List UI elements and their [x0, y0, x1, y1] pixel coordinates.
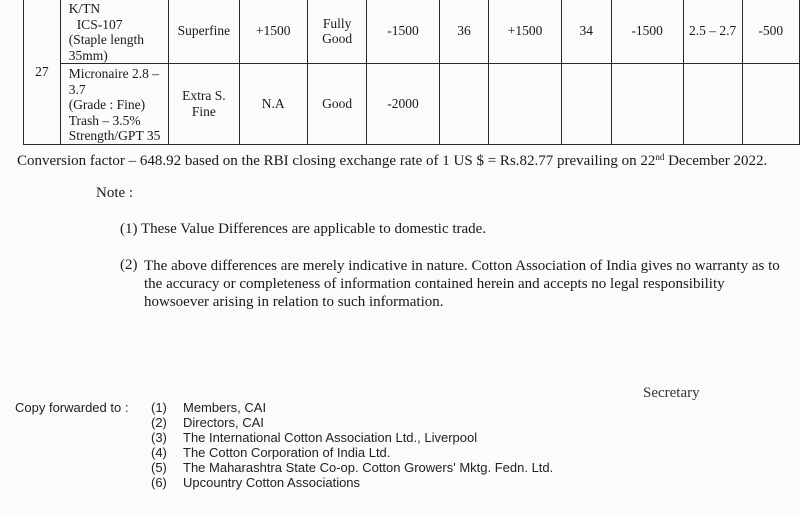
table-cell [742, 64, 799, 145]
spec-line: K/TN [68, 1, 101, 16]
spec-line: 3.7 [68, 81, 86, 97]
table-cell: Good [307, 64, 367, 145]
conversion-text: Conversion factor – 648.92 based on the RBI closing exchange rate of 1 US $ = Rs.82.77 prevailing on 22 [17, 153, 656, 169]
table-cell: -1500 [367, 0, 439, 64]
list-item [151, 445, 390, 461]
note-heading: Note : [96, 185, 134, 201]
list-item-text: The International Cotton Association Ltd., Liverpool [183, 430, 478, 445]
list-item-number: (2) [151, 415, 167, 430]
table-cell [489, 64, 562, 145]
conversion-factor-text [17, 152, 787, 170]
table-cell: 34 [561, 0, 611, 64]
table-cell: 36 [439, 0, 489, 64]
table-row [24, 0, 800, 64]
conversion-date-text: December 2022. [664, 153, 768, 169]
list-item-text: Upcountry Cotton Associations [183, 475, 361, 490]
table-cell [439, 64, 489, 145]
table-cell [683, 64, 742, 145]
table-cell: Extra S. Fine [169, 64, 239, 145]
spec-line: Micronaire 2.8 – [68, 66, 160, 81]
list-item [151, 430, 477, 446]
note-item-text: The above differences are merely indicative in nature. Cotton Association of India gives no warranty as to the accuracy or completeness of information contained herein and accepts no legal responsibility howsoever arising in relation to such information. [144, 258, 780, 310]
note-item-2 [120, 257, 784, 311]
spec-cell [60, 64, 168, 145]
table-cell: +1500 [239, 0, 307, 64]
table-cell: -500 [742, 0, 799, 64]
ordinal-suffix: nd [655, 152, 665, 162]
list-item [151, 400, 266, 416]
list-item-text: The Cotton Corporation of India Ltd. [183, 445, 391, 460]
serial-number-cell: 27 [24, 0, 61, 144]
spec-line: Strength/GPT 35 [68, 128, 161, 143]
table-cell [611, 64, 683, 145]
note-item-1: (1) These Value Differences are applicable to domestic trade. [120, 221, 487, 237]
list-item-text: Directors, CAI [183, 415, 264, 430]
table-cell: N.A [239, 64, 307, 145]
signatory-title: Secretary [643, 385, 700, 401]
table-cell: -1500 [611, 0, 683, 64]
table-cell: Fully Good [307, 0, 367, 64]
spec-line: Trash – 3.5% [68, 112, 141, 128]
copy-forwarded-label: Copy forwarded to : [15, 400, 129, 415]
spec-line: (Staple length [68, 32, 145, 47]
list-item-number: (6) [151, 475, 167, 490]
value-differences-table [23, 0, 800, 145]
spec-line: (Grade : Fine) [68, 97, 146, 112]
table-row [24, 64, 800, 145]
list-item [151, 415, 264, 431]
spec-cell [60, 0, 168, 64]
table-cell: Superfine [169, 0, 239, 64]
table-cell: 2.5 – 2.7 [683, 0, 742, 64]
spec-line: 35mm) [68, 47, 108, 63]
list-item-number: (5) [151, 460, 167, 475]
spec-line: ICS-107 [76, 16, 123, 32]
table-cell [561, 64, 611, 145]
list-item [151, 460, 553, 476]
note-item-number: (2) [120, 257, 138, 273]
list-item-number: (3) [151, 430, 167, 445]
list-item [151, 475, 360, 491]
list-item-number: (4) [151, 445, 167, 460]
list-item-number: (1) [151, 400, 167, 415]
table-cell: -2000 [367, 64, 439, 145]
list-item-text: The Maharashtra State Co-op. Cotton Growers' Mktg. Fedn. Ltd. [183, 460, 554, 475]
table-cell: +1500 [489, 0, 562, 64]
list-item-text: Members, CAI [183, 400, 267, 415]
